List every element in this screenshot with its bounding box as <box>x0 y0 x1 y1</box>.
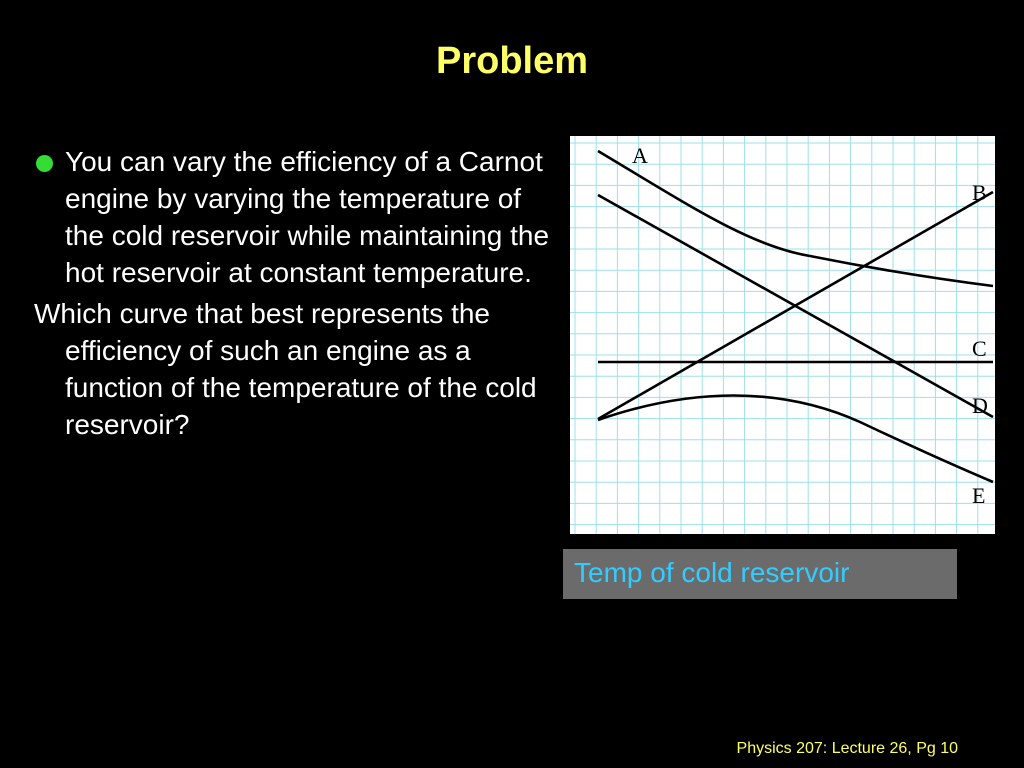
curve-label-d: D <box>972 393 988 418</box>
grid-lines <box>570 136 995 534</box>
bullet-item <box>34 143 554 291</box>
curve-label-a: A <box>632 143 648 168</box>
axis-label-box <box>563 549 957 599</box>
slide-body <box>34 143 554 443</box>
curve-label-b: B <box>972 180 987 205</box>
curve-label-c: C <box>972 336 987 361</box>
question-text: Which curve that best represents the efficiency of such an engine as a function of the temperature of the cold reservoir? <box>34 298 537 440</box>
bullet-text: You can vary the efficiency of a Carnot engine by varying the temperature of the cold reservoir while maintaining the hot reservoir at constant temperature. <box>65 146 550 288</box>
curves-graph <box>570 136 995 534</box>
bullet-dot-icon <box>36 155 53 172</box>
curve-a <box>598 151 993 286</box>
curve-e <box>598 396 993 483</box>
efficiency-curves-figure <box>570 136 995 534</box>
axis-label-text: Temp of cold reservoir <box>574 557 850 588</box>
slide-footer: Physics 207: Lecture 26, Pg 10 <box>736 740 958 757</box>
curves <box>598 151 993 482</box>
curve-label-e: E <box>972 483 986 508</box>
slide-title: Problem <box>435 40 589 82</box>
